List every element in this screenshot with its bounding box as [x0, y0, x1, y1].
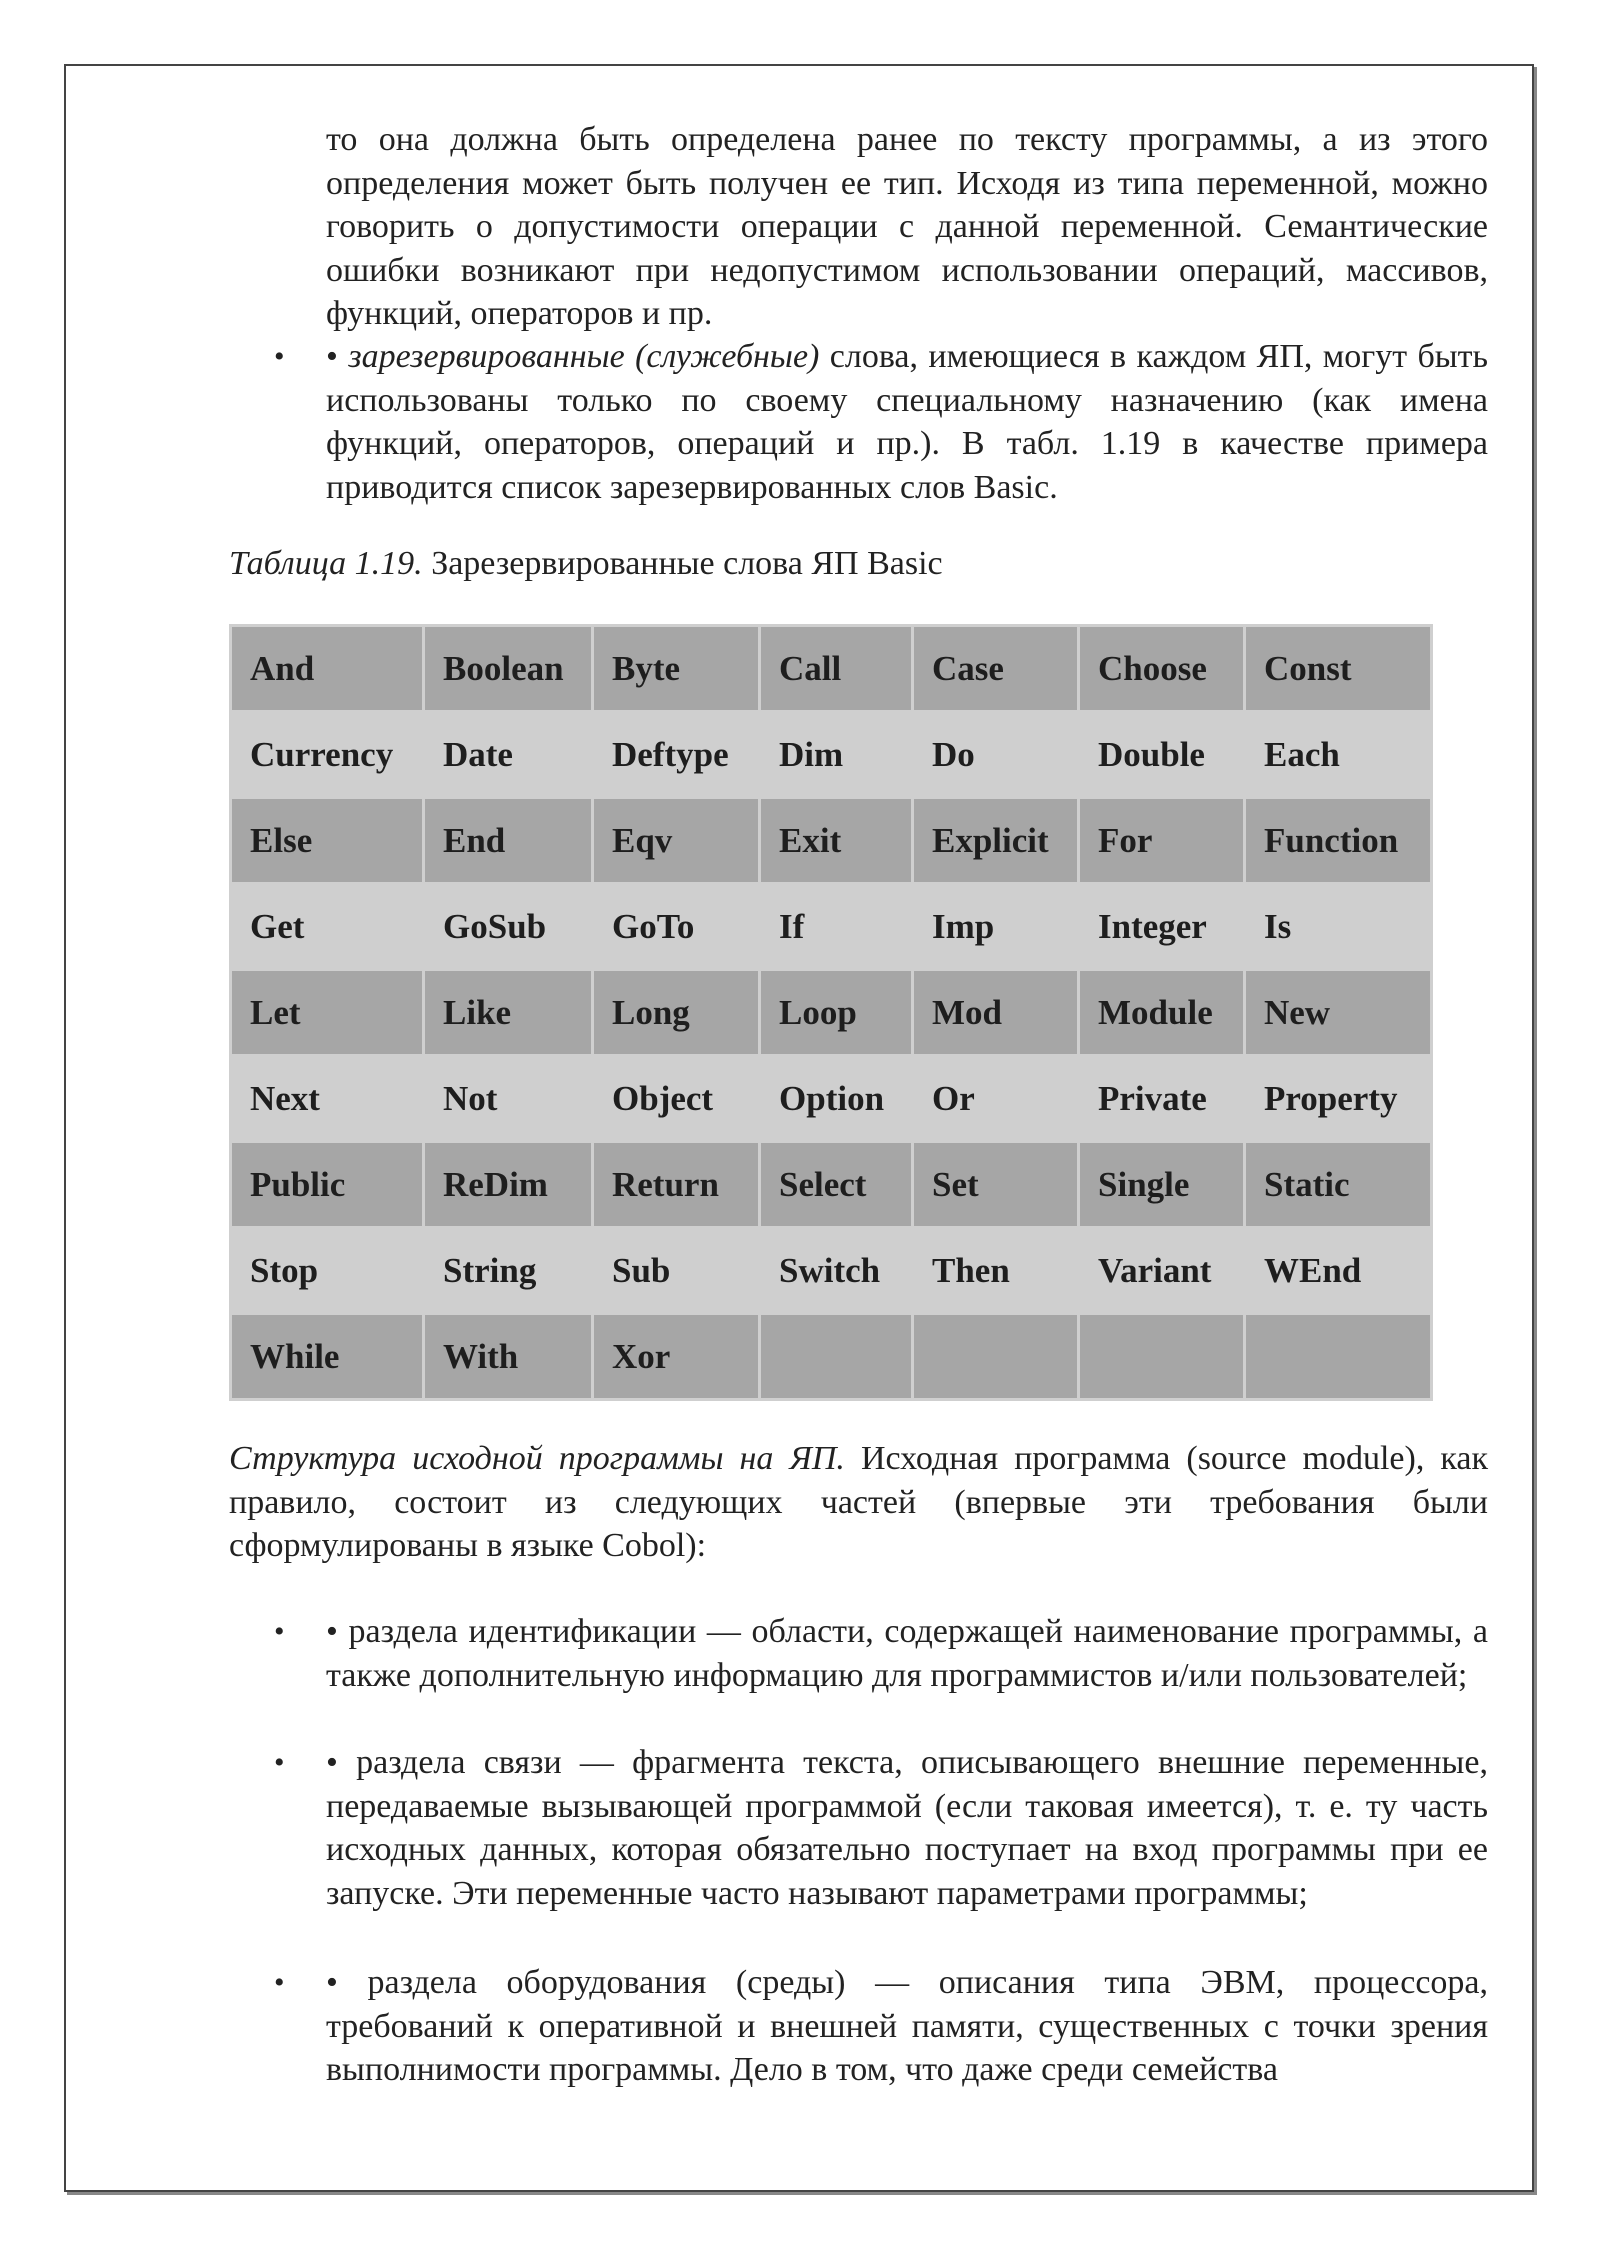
bullet-text: • раздела идентификации — области, содержащей наименование программы, а также дополнительную информацию для программистов и/или пользователей; [326, 1613, 1488, 1694]
table-cell: Or [914, 1057, 1077, 1140]
table-row [232, 627, 1430, 710]
table-cell [914, 1315, 1077, 1398]
bullet-linkage [274, 1741, 1488, 1915]
table-cell: If [761, 885, 911, 968]
bullet-marker: • [274, 1746, 285, 1779]
table-cell: GoTo [594, 885, 758, 968]
table-cell: Is [1246, 885, 1430, 968]
table-cell: And [232, 627, 422, 710]
intro-paragraph: то она должна быть определена ранее по тексту программы, а из этого определения может быть получен ее тип. Исходя из типа переменной, можно говорить о допустимости операции с данной переменной. Семантические ошибки возникают при недопустимом использовании операций, массивов, функций, операторов и пр. [326, 121, 1488, 332]
table-cell: ReDim [425, 1143, 591, 1226]
table-row [232, 1229, 1430, 1312]
table-cell: WEnd [1246, 1229, 1430, 1312]
table-cell: Set [914, 1143, 1077, 1226]
table-cell: While [232, 1315, 422, 1398]
table-cell: Stop [232, 1229, 422, 1312]
table-cell: Option [761, 1057, 911, 1140]
table-caption [229, 542, 943, 585]
table-cell: Choose [1080, 627, 1243, 710]
table-cell: For [1080, 799, 1243, 882]
table-cell: Not [425, 1057, 591, 1140]
bullet-marker: • [274, 340, 285, 373]
bullet-italic-term: зарезервированные (служебные) [348, 338, 820, 375]
table-cell [761, 1315, 911, 1398]
table-cell: Long [594, 971, 758, 1054]
bullet-marker: • [274, 1966, 285, 1999]
bullet-prefix: • [326, 338, 349, 375]
table-cell: Mod [914, 971, 1077, 1054]
bullet-environment [274, 1961, 1488, 2092]
table-cell [1246, 1315, 1430, 1398]
table-cell: Then [914, 1229, 1077, 1312]
table-cell: Switch [761, 1229, 911, 1312]
table-cell: Each [1246, 713, 1430, 796]
bullet-text: • раздела оборудования (среды) — описания типа ЭВМ, процессора, требований к оперативной и внешней памяти, существенных с точки зрения выполнимости программы. Дело в том, что даже среди семейства [326, 1964, 1488, 2088]
table-cell: Else [232, 799, 422, 882]
table-cell: Case [914, 627, 1077, 710]
table-cell: Object [594, 1057, 758, 1140]
table-cell: New [1246, 971, 1430, 1054]
table-cell: Eqv [594, 799, 758, 882]
structure-paragraph [229, 1437, 1488, 1568]
structure-heading: Структура исходной программы на ЯП. [229, 1440, 845, 1477]
table-cell: Return [594, 1143, 758, 1226]
table-cell: Static [1246, 1143, 1430, 1226]
bullet-reserved-words [274, 335, 1488, 509]
table-cell: Explicit [914, 799, 1077, 882]
table-cell: GoSub [425, 885, 591, 968]
table-cell: Const [1246, 627, 1430, 710]
table-caption-label: Таблица 1.19. [229, 545, 423, 582]
bullet-text: слова, имеющиеся в каждом ЯП, могут быть использованы только по своему специальному назначению (как имена функций, операторов, операций и пр.). В табл. 1.19 в качестве примера приводится список зарезервированных слов Basic. [326, 338, 1488, 506]
table-cell: Like [425, 971, 591, 1054]
table-cell: Call [761, 627, 911, 710]
table-cell: Single [1080, 1143, 1243, 1226]
bullet-identification [274, 1610, 1488, 1697]
table-cell: End [425, 799, 591, 882]
table-caption-title: Зарезервированные слова ЯП Basic [422, 545, 943, 582]
table-cell: Dim [761, 713, 911, 796]
table-row [232, 799, 1430, 882]
table-cell: Loop [761, 971, 911, 1054]
table-cell [1080, 1315, 1243, 1398]
table-cell: Currency [232, 713, 422, 796]
table-cell: Get [232, 885, 422, 968]
table-row [232, 885, 1430, 968]
table-cell: Sub [594, 1229, 758, 1312]
table-cell: Deftype [594, 713, 758, 796]
table-row [232, 1057, 1430, 1140]
table-cell: Select [761, 1143, 911, 1226]
table-cell: Integer [1080, 885, 1243, 968]
table-cell: Exit [761, 799, 911, 882]
table-cell: Function [1246, 799, 1430, 882]
table-cell: Property [1246, 1057, 1430, 1140]
table-cell: Boolean [425, 627, 591, 710]
table-cell: Private [1080, 1057, 1243, 1140]
table-cell: With [425, 1315, 591, 1398]
table-row [232, 713, 1430, 796]
bullet-marker: • [274, 1615, 285, 1648]
table-cell: Double [1080, 713, 1243, 796]
table-cell: Byte [594, 627, 758, 710]
table-cell: Imp [914, 885, 1077, 968]
table-cell: Public [232, 1143, 422, 1226]
table-cell: Let [232, 971, 422, 1054]
table-cell: String [425, 1229, 591, 1312]
table-cell: Do [914, 713, 1077, 796]
bullet-text: • раздела связи — фрагмента текста, описывающего внешние переменные, передаваемые вызывающей программой (если таковая имеется), т. е. ту часть исходных данных, которая обязательно поступает на вход программы при ее запуске. Эти переменные часто называют параметрами программы; [326, 1744, 1488, 1912]
structure-text: Исходная программа (source module), как правило, состоит из следующих частей (впервые эти требования были сформулированы в языке Cobol): [229, 1440, 1488, 1564]
table-cell: Variant [1080, 1229, 1243, 1312]
table-cell: Date [425, 713, 591, 796]
reserved-words-table [229, 624, 1433, 1401]
table-row [232, 1143, 1430, 1226]
table-row [232, 1315, 1430, 1398]
table-row [232, 971, 1430, 1054]
table-cell: Next [232, 1057, 422, 1140]
table-cell: Module [1080, 971, 1243, 1054]
table-cell: Xor [594, 1315, 758, 1398]
